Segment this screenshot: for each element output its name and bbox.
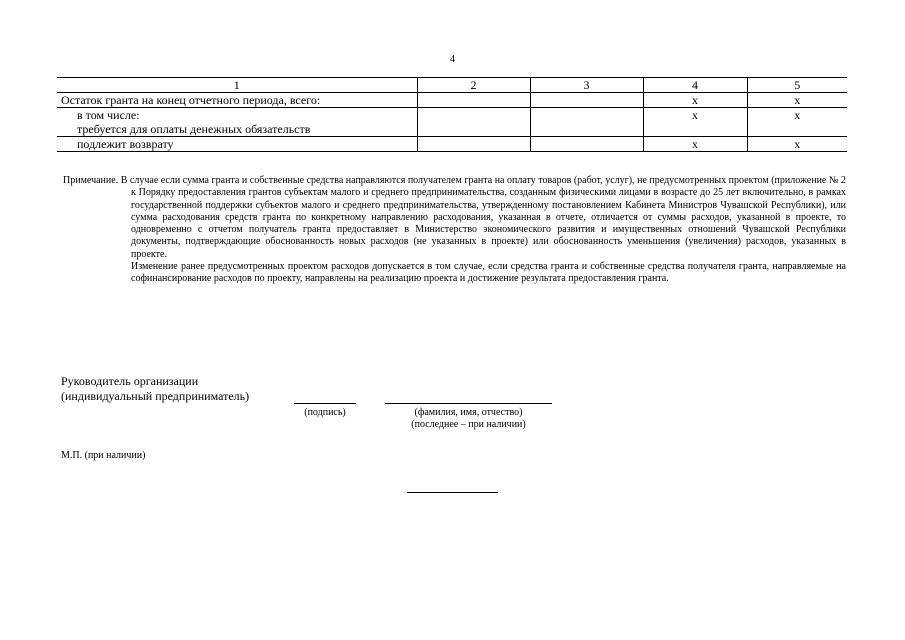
signatory-title-line2: (индивидуальный предприниматель): [61, 389, 250, 403]
table-cell: [417, 137, 530, 152]
table-cell-x: х: [643, 137, 747, 152]
signatory-title-line1: Руководитель организации: [61, 374, 199, 388]
name-caption: [385, 407, 552, 431]
name-caption-line2: (последнее – при наличии): [411, 419, 526, 430]
column-header-2: 2: [417, 78, 530, 93]
table-cell: [417, 93, 530, 108]
row-label-refund: подлежит возврату: [57, 137, 417, 152]
column-header-3: 3: [530, 78, 643, 93]
stamp-label: М.П. (при наличии): [61, 450, 146, 461]
table-cell: [530, 108, 643, 137]
column-header-4: 4: [643, 78, 747, 93]
row-label-including-line1: в том числе:: [77, 108, 140, 122]
table-row: [57, 108, 847, 137]
name-caption-line1: (фамилия, имя, отчество): [414, 407, 523, 418]
note-paragraph-1: Примечание. В случае если сумма гранта и собственные средства направляются получателем гранта на оплату товаров (работ, услуг), не предусмотренных проектом (приложение № 2 к Порядку предоставления грантов субъектам малого и среднего предпринимательства, созданным физическими лицами в возрасте до 25 лет включительно, в рамках государственной поддержки субъектов малого и среднего предпринимательства, утвержденному постановлением Кабинета Министров Чувашской Республики), или сумма расходования средств гранта по конкретному направлению расходования, указанная в отчете, отличается от суммы расходов, указанной в проекте, то одновременно с отчетом получатель гранта предоставляет в Министерство экономического развития и имущественных отношений Чувашской Республики документы, подтверждающие обоснованность новых расходов (не указанных в проекте) или обоснованность уменьшения (увеличения) расходов, указанных в проекте.: [63, 175, 846, 260]
table-cell: [417, 108, 530, 137]
signature-caption: (подпись): [304, 407, 346, 418]
table-cell: [530, 137, 643, 152]
page-number: 4: [450, 54, 455, 65]
end-divider: [407, 492, 498, 493]
table-cell-x: х: [747, 93, 847, 108]
name-line: [385, 403, 552, 404]
note-block: [63, 175, 846, 286]
column-header-1: 1: [57, 78, 417, 93]
row-label-including: [57, 108, 417, 137]
table-row: [57, 137, 847, 152]
table-cell-x: х: [747, 137, 847, 152]
table-cell: [530, 93, 643, 108]
signatory-title: [61, 374, 249, 404]
table-cell-x: х: [643, 93, 747, 108]
column-header-5: 5: [747, 78, 847, 93]
table-cell-x: х: [747, 108, 847, 137]
grant-balance-table: [57, 77, 847, 152]
table-header-row: [57, 78, 847, 93]
signature-line: [294, 403, 356, 404]
note-paragraph-2: Изменение ранее предусмотренных проектом расходов допускается в том случае, если средства гранта и собственные средства получателя гранта, направляемые на софинансирование расходов по проекту, направлены на реализацию проекта и достижение результата предоставления гранта.: [131, 261, 846, 285]
row-label-total: Остаток гранта на конец отчетного периода, всего:: [57, 93, 417, 108]
row-label-including-line2: требуется для оплаты денежных обязательств: [77, 122, 311, 136]
table-cell-x: х: [643, 108, 747, 137]
table-row: [57, 93, 847, 108]
